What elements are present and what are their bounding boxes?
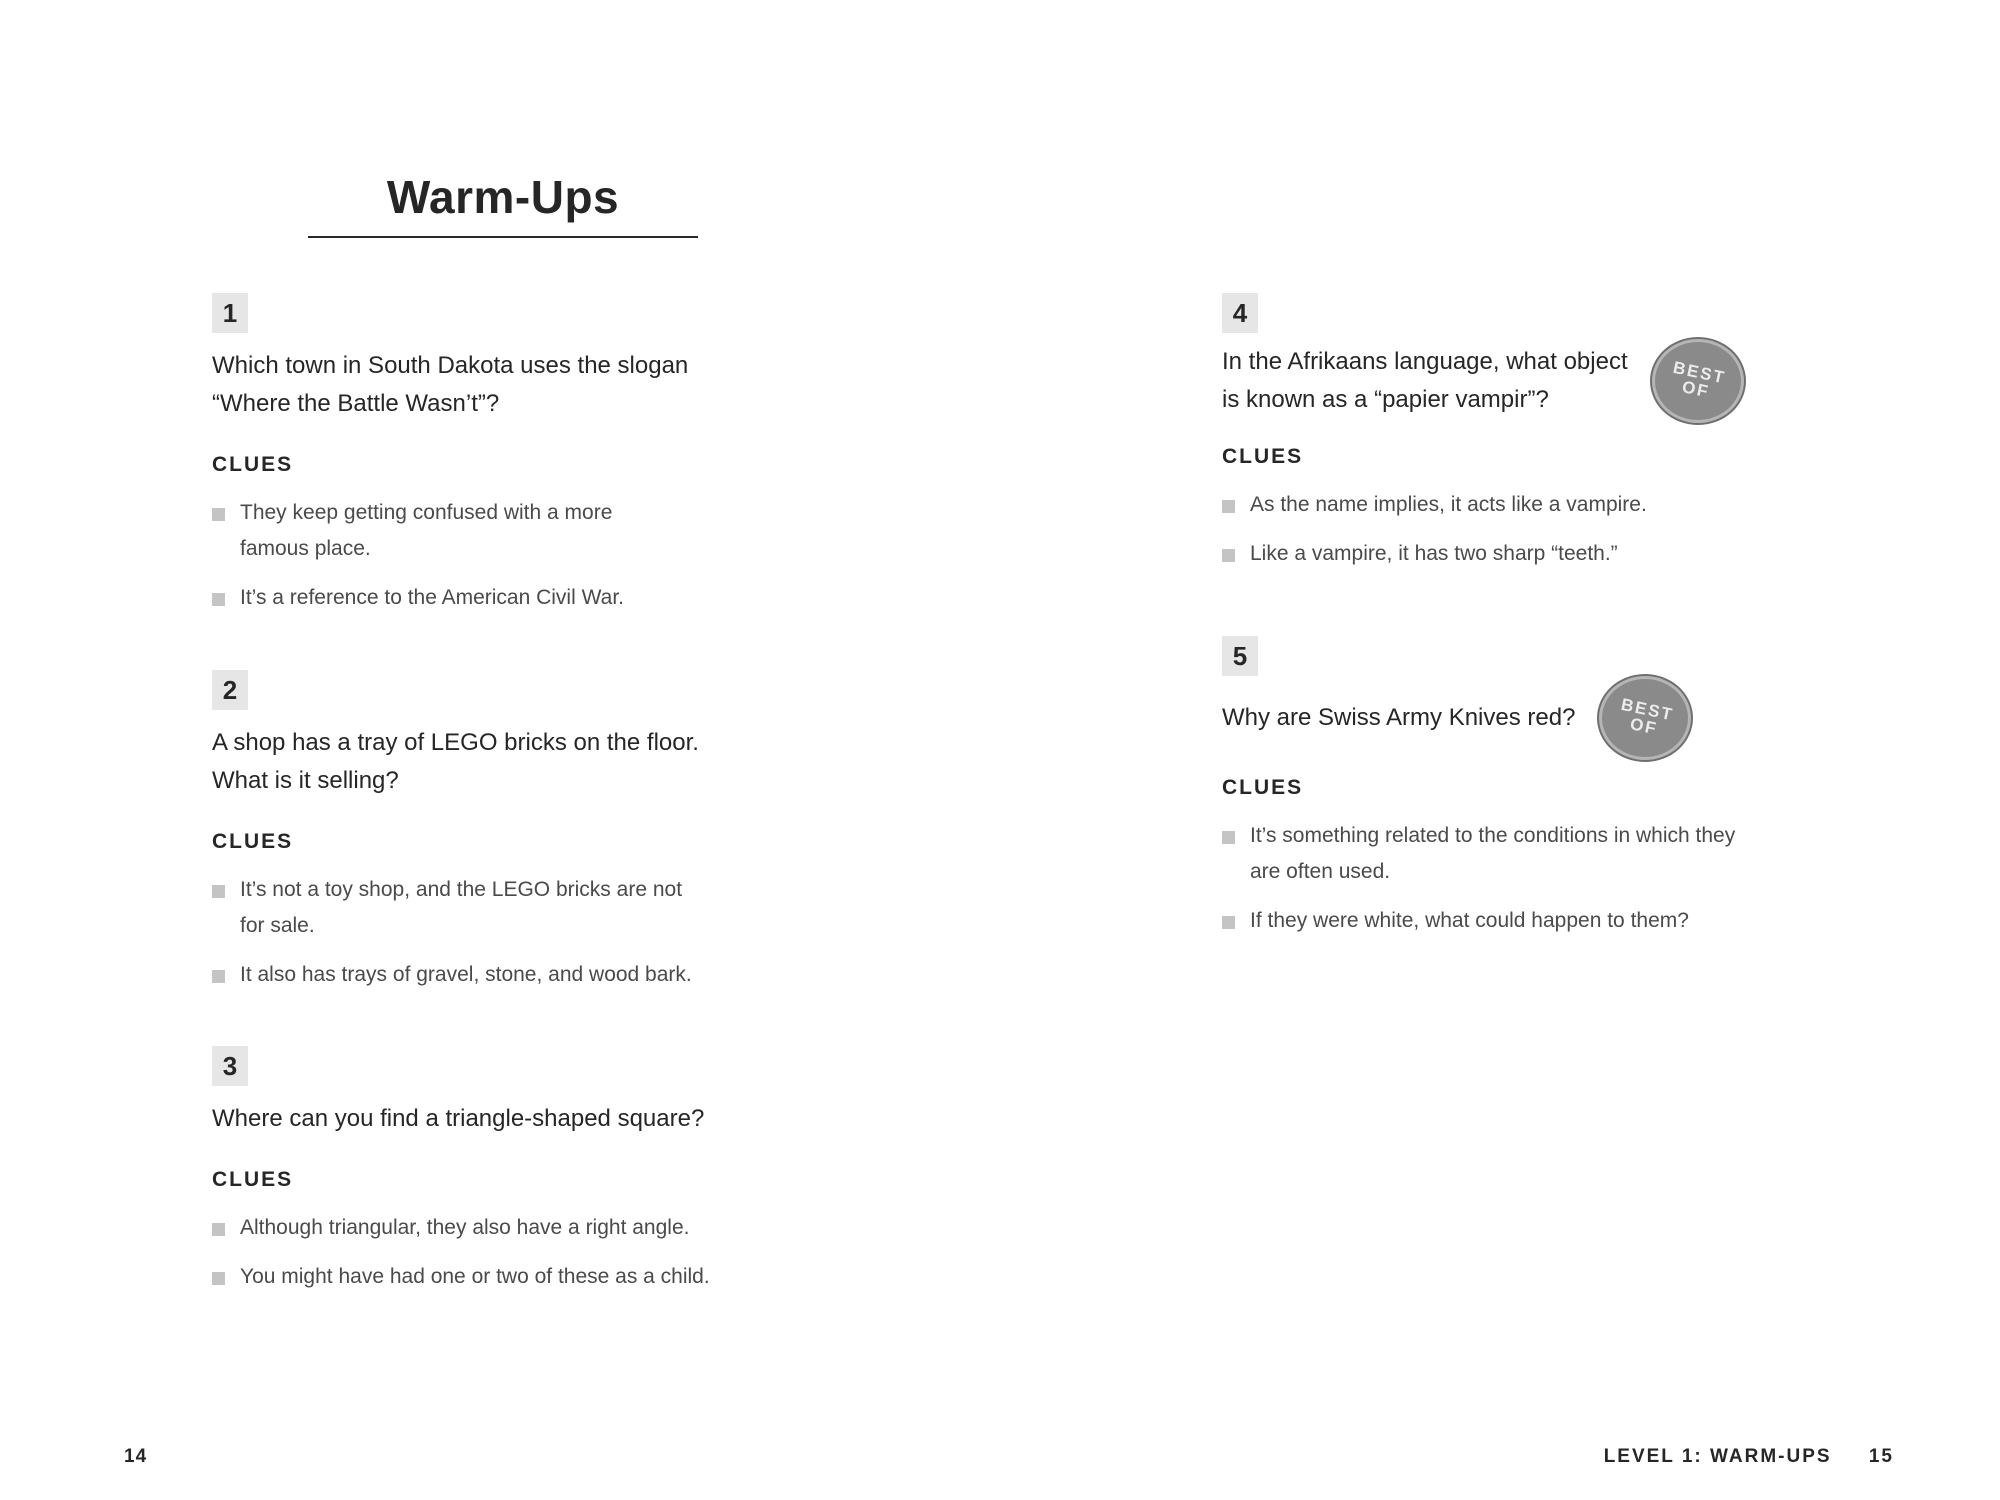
clue-item — [212, 957, 832, 993]
best-of-badge — [1599, 676, 1691, 760]
clues-heading: CLUES — [1222, 776, 1304, 799]
clues-heading: CLUES — [212, 1168, 294, 1191]
puzzle-number: 1 — [212, 293, 248, 333]
clue-text: Although triangular, they also have a right angle. — [240, 1216, 690, 1239]
square-bullet-icon — [212, 1223, 225, 1236]
clue-item — [212, 580, 832, 616]
clue-text: Like a vampire, it has two sharp “teeth.” — [1250, 542, 1618, 565]
square-bullet-icon — [212, 593, 225, 606]
clues-heading: CLUES — [212, 453, 294, 476]
best-of-badge — [1652, 339, 1744, 423]
puzzle-number: 4 — [1222, 293, 1258, 333]
badge-label: BEST OF — [1671, 357, 1728, 402]
clue-list — [1222, 487, 1862, 572]
puzzle-number: 5 — [1222, 636, 1258, 676]
puzzle-question: Which town in South Dakota uses the slogan “Where the Battle Wasn’t”? — [212, 352, 689, 417]
square-bullet-icon — [1222, 549, 1235, 562]
clue-item — [1222, 536, 1862, 572]
square-bullet-icon — [212, 970, 225, 983]
clue-text: It’s not a toy shop, and the LEGO bricks are not for sale. — [240, 878, 683, 937]
puzzle-2 — [212, 670, 832, 1006]
clue-text: You might have had one or two of these as a child. — [240, 1265, 710, 1288]
clue-item — [212, 1210, 832, 1246]
clue-text: As the name implies, it acts like a vampire. — [1250, 493, 1647, 516]
puzzle-question: Why are Swiss Army Knives red? — [1222, 704, 1576, 731]
clues-heading: CLUES — [212, 830, 294, 853]
page-title: Warm-Ups — [386, 171, 620, 223]
clue-item — [1222, 903, 1862, 939]
square-bullet-icon — [1222, 500, 1235, 513]
puzzle-number: 3 — [212, 1046, 248, 1086]
puzzle-question: In the Afrikaans language, what object is known as a “papier vampir”? — [1222, 348, 1628, 413]
square-bullet-icon — [212, 1272, 225, 1285]
puzzle-number: 2 — [212, 670, 248, 710]
clue-list — [1222, 818, 1862, 939]
clue-item — [212, 1259, 832, 1295]
clue-item — [212, 872, 832, 944]
title-underline — [308, 236, 698, 238]
clue-list — [212, 1210, 832, 1295]
right-footer — [1604, 1446, 1894, 1468]
square-bullet-icon — [1222, 916, 1235, 929]
right-page-number: 15 — [1868, 1446, 1894, 1467]
square-bullet-icon — [1222, 831, 1235, 844]
badge-label: BEST OF — [1619, 694, 1676, 739]
clue-item — [1222, 487, 1862, 523]
clue-text: It’s something related to the conditions in which they are often used. — [1250, 824, 1736, 883]
puzzle-question: A shop has a tray of LEGO bricks on the floor. What is it selling? — [212, 729, 699, 794]
puzzle-question: Where can you find a triangle-shaped square? — [212, 1105, 705, 1132]
clues-heading: CLUES — [1222, 445, 1304, 468]
puzzle-4 — [1222, 293, 1862, 585]
clue-item — [1222, 818, 1862, 890]
square-bullet-icon — [212, 885, 225, 898]
left-page-number: 14 — [124, 1446, 148, 1467]
clue-text: It also has trays of gravel, stone, and wood bark. — [240, 963, 692, 986]
clue-text: It’s a reference to the American Civil War. — [240, 586, 624, 609]
square-bullet-icon — [212, 508, 225, 521]
clue-list — [212, 495, 832, 616]
clue-item — [212, 495, 832, 567]
clue-text: If they were white, what could happen to them? — [1250, 909, 1689, 932]
puzzle-3 — [212, 1046, 832, 1308]
puzzle-5 — [1222, 636, 1862, 952]
clue-text: They keep getting confused with a more famous place. — [240, 501, 613, 560]
puzzle-1 — [212, 293, 832, 629]
clue-list — [212, 872, 832, 993]
section-title: LEVEL 1: WARM-UPS — [1603, 1446, 1832, 1467]
